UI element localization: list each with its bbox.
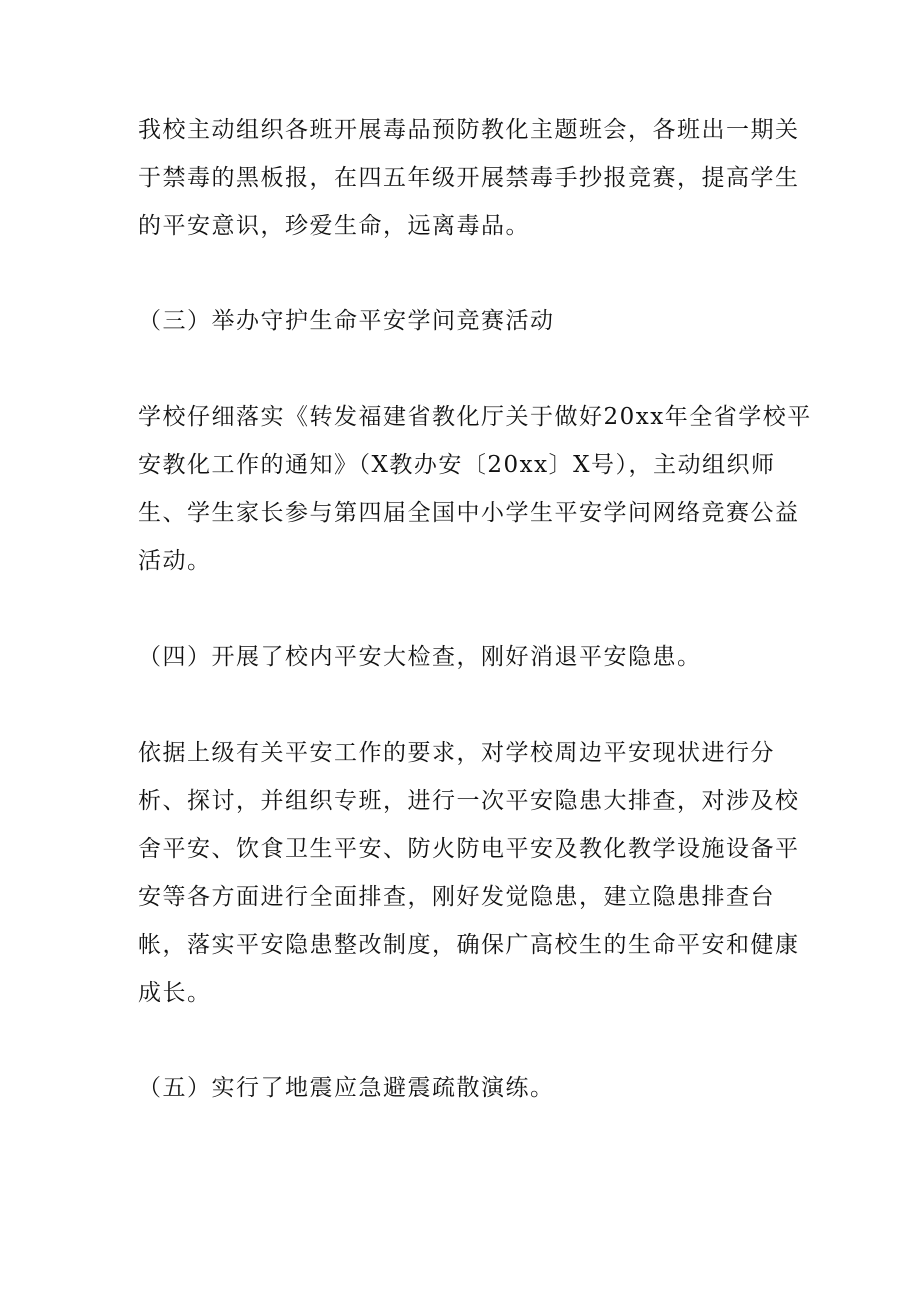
- paragraph-1-line-3: 的平安意识，珍爱生命，远离毒品。: [138, 213, 530, 239]
- section-heading-4: （四）开展了校内平安大检查，刚好消退平安隐患。: [138, 644, 702, 670]
- paragraph-2-line-4: 活动。: [138, 548, 212, 574]
- paragraph-3-line-6: 成长。: [138, 980, 212, 1006]
- section-heading-5: （五）实行了地震应急避震疏散演练。: [138, 1075, 555, 1101]
- paragraph-1-line-2: 于禁毒的黑板报，在四五年级开展禁毒手抄报竞赛，提高学生: [138, 165, 800, 191]
- paragraph-3-line-2: 析、探讨，并组织专班，进行一次平安隐患大排查，对涉及校: [138, 788, 800, 814]
- paragraph-2-line-3: 生、学生家长参与第四届全国中小学生平安学问网络竞赛公益: [138, 500, 800, 526]
- paragraph-3-line-5: 帐，落实平安隐患整改制度，确保广高校生的生命平安和健康: [138, 932, 800, 958]
- paragraph-3-line-3: 舍平安、饮食卫生平安、防火防电平安及教化教学设施设备平: [138, 836, 800, 862]
- paragraph-3-line-1: 依据上级有关平安工作的要求，对学校周边平安现状进行分: [138, 740, 775, 766]
- section-heading-3: （三）举办守护生命平安学问竞赛活动: [138, 308, 555, 334]
- paragraph-2-line-2: 安教化工作的通知》（X教办安〔20xx〕X号），主动组织师: [138, 452, 776, 478]
- paragraph-1-line-1: 我校主动组织各班开展毒品预防教化主题班会，各班出一期关: [138, 117, 800, 143]
- paragraph-3-line-4: 安等各方面进行全面排查，刚好发觉隐患，建立隐患排查台: [138, 884, 775, 910]
- paragraph-2-line-1: 学校仔细落实《转发福建省教化厅关于做好20xx年全省学校平: [138, 404, 812, 430]
